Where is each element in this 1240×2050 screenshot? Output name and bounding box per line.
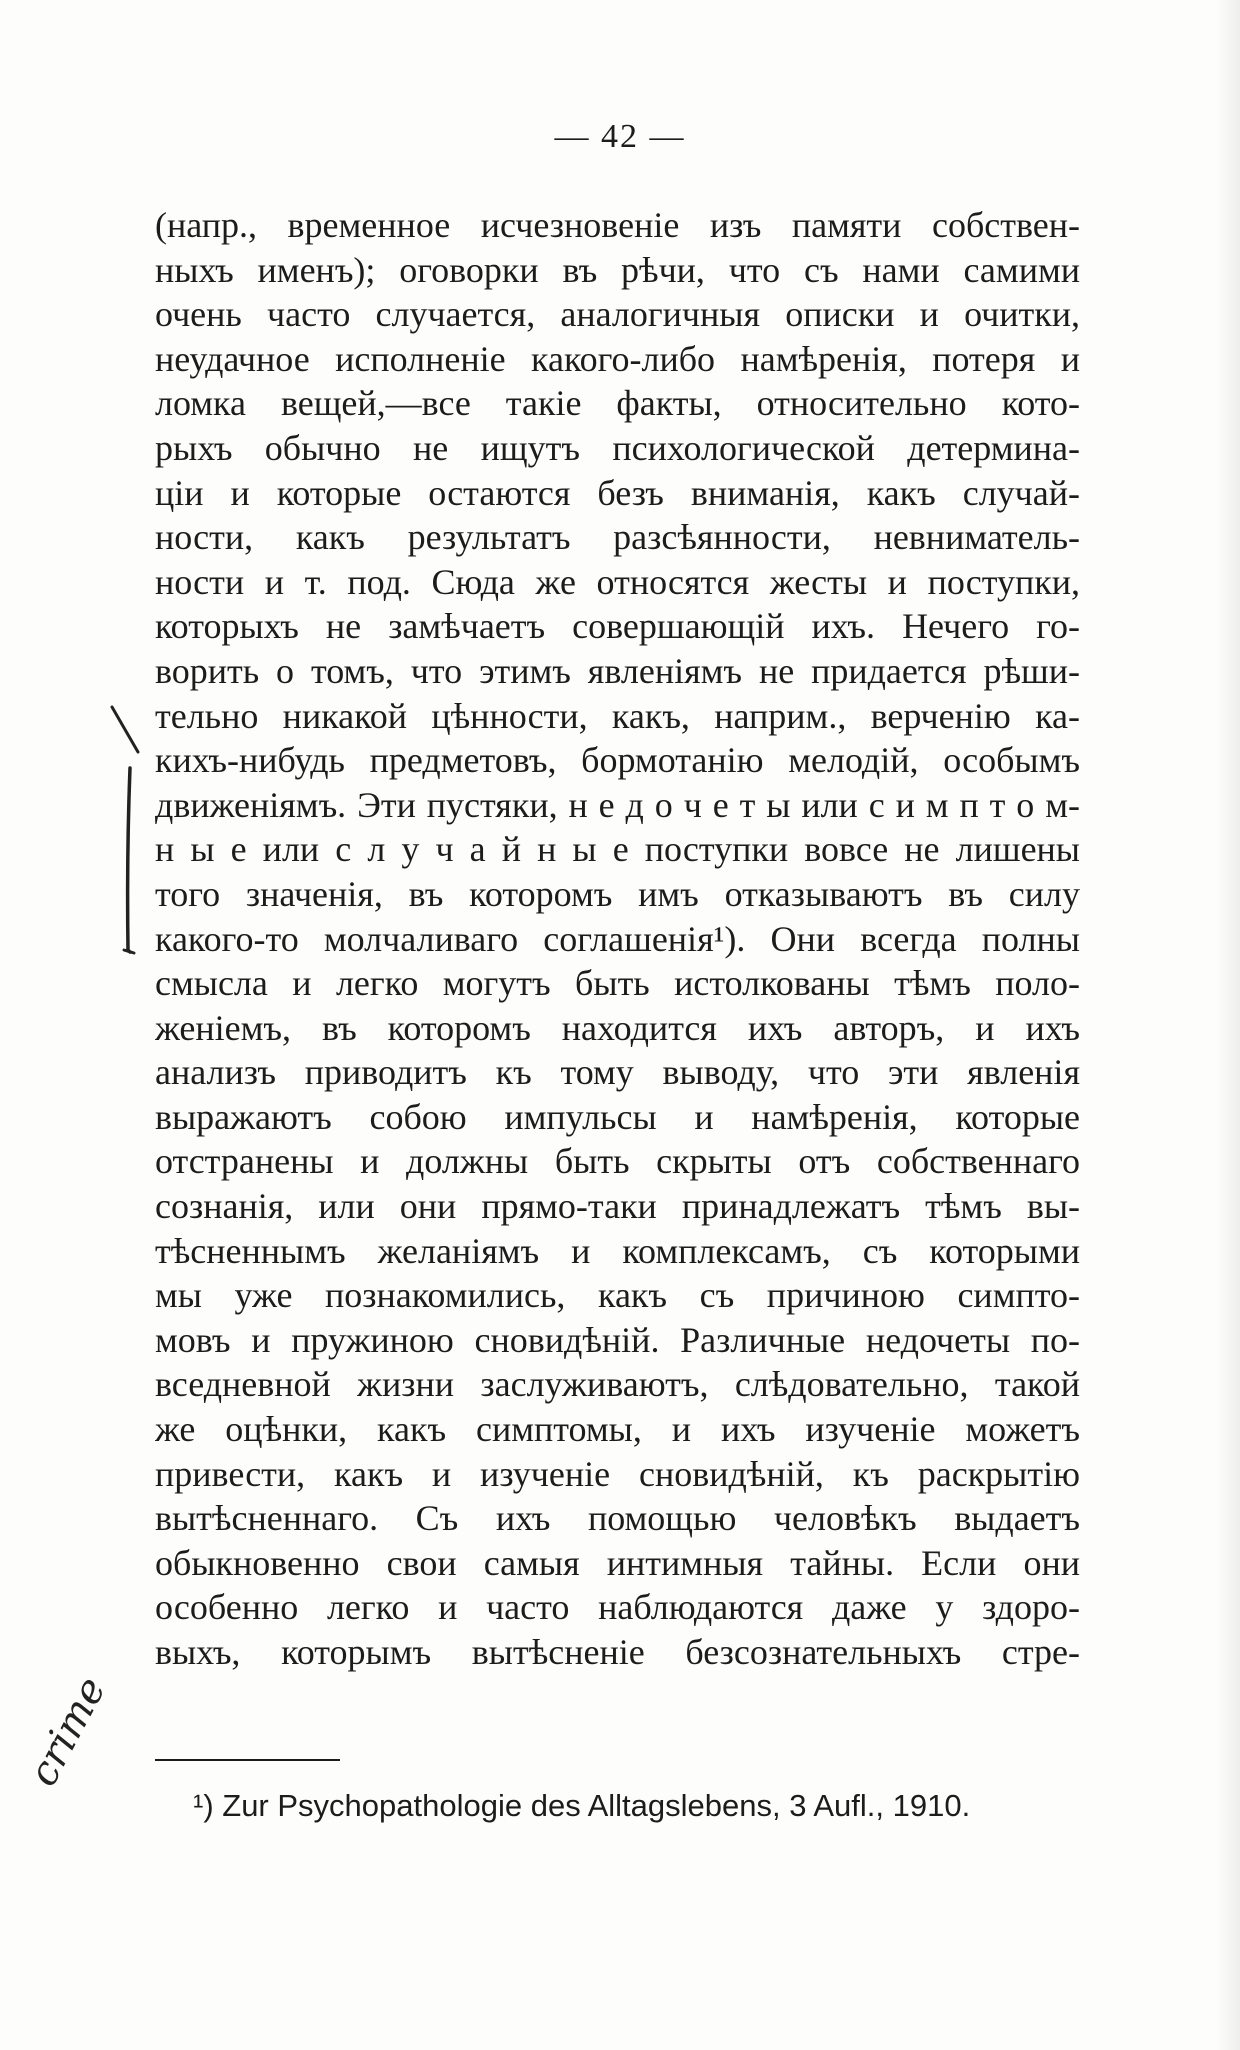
text-line: вседневной жизни заслуживаютъ, слѣдовательно, такой xyxy=(155,1364,1080,1405)
footnote-divider xyxy=(155,1759,340,1761)
main-text xyxy=(155,203,1080,1675)
page-number: — 42 — xyxy=(554,118,686,155)
margin-handwritten-note: crime xyxy=(20,1669,116,1794)
text-line: отстранены и должны быть скрыты отъ собственнаго xyxy=(155,1141,1080,1182)
text-line: того значенія, въ которомъ имъ отказываютъ въ силу xyxy=(155,873,1080,914)
text-line: очень часто случается, аналогичныя описки и очитки, xyxy=(155,294,1080,335)
page-edge-shadow xyxy=(1216,0,1240,2050)
footnote: ¹) Zur Psychopathologie des Alltagslebens, 3 Aufl., 1910. xyxy=(193,1788,971,1823)
text-line: (напр., временное исчезновеніе изъ памяти собствен- xyxy=(155,205,1080,245)
text-line: тѣсненнымъ желаніямъ и комплексамъ, съ которыми xyxy=(155,1230,1080,1271)
text-line: выражаютъ собою импульсы и намѣренія, которые xyxy=(155,1096,1080,1137)
text-line: движеніямъ. Эти пустяки, н е д о ч е т ы или с и м п т о м- xyxy=(155,784,1080,825)
text-line: анализъ приводитъ къ тому выводу, что эти явленія xyxy=(155,1052,1080,1093)
text-line: кихъ-нибудь предметовъ, бормотанію мелодій, особымъ xyxy=(155,740,1080,781)
text-line: которыхъ не замѣчаетъ совершающій ихъ. Нечего го- xyxy=(155,606,1080,647)
margin-marks-icon xyxy=(0,0,150,1000)
text-line: н ы е или с л у ч а й н ы е поступки вовсе не лишены xyxy=(155,829,1080,870)
text-line: ломка вещей,—все такіе факты, относительно кото- xyxy=(155,383,1080,424)
margin-annotation xyxy=(0,0,150,1794)
text-line: неудачное исполненіе какого-либо намѣренія, потеря и xyxy=(155,338,1080,379)
text-line: тельно никакой цѣнности, какъ, наприм., верченію ка- xyxy=(155,695,1080,736)
text-line: особенно легко и часто наблюдаются даже у здоро- xyxy=(155,1587,1080,1628)
text-line: мовъ и пружиною сновидѣній. Различные недочеты по- xyxy=(155,1319,1080,1360)
text-line: ціи и которые остаются безъ вниманія, какъ случай- xyxy=(155,472,1080,513)
text-line: выхъ, которымъ вытѣсненіе безсознательныхъ стре- xyxy=(155,1632,1080,1672)
text-line: ныхъ именъ); оговорки въ рѣчи, что съ нами самими xyxy=(155,249,1080,290)
text-line: привести, какъ и изученіе сновидѣній, къ раскрытію xyxy=(155,1453,1080,1494)
text-line: какого-то молчаливаго соглашенія¹). Они всегда полны xyxy=(155,918,1080,959)
text-line: рыхъ обычно не ищутъ психологической детермина- xyxy=(155,427,1080,468)
text-line: ности и т. под. Сюда же относятся жесты и поступки, xyxy=(155,561,1080,602)
text-line: сознанія, или они прямо-таки принадлежатъ тѣмъ вы- xyxy=(155,1186,1080,1227)
text-line: обыкновенно свои самыя интимныя тайны. Если они xyxy=(155,1542,1080,1583)
text-line: женіемъ, въ которомъ находится ихъ авторъ, и ихъ xyxy=(155,1007,1080,1048)
text-line: же оцѣнки, какъ симптомы, и ихъ изученіе можетъ xyxy=(155,1409,1080,1450)
text-line: ности, какъ результатъ разсѣянности, невниматель- xyxy=(155,517,1080,558)
text-line: вытѣсненнаго. Съ ихъ помощью человѣкъ выдаетъ xyxy=(155,1498,1080,1539)
text-line: ворить о томъ, что этимъ явленіямъ не придается рѣши- xyxy=(155,650,1080,691)
text-line: смысла и легко могутъ быть истолкованы тѣмъ поло- xyxy=(155,963,1080,1004)
text-line: мы уже познакомились, какъ съ причиною симпто- xyxy=(155,1275,1080,1316)
